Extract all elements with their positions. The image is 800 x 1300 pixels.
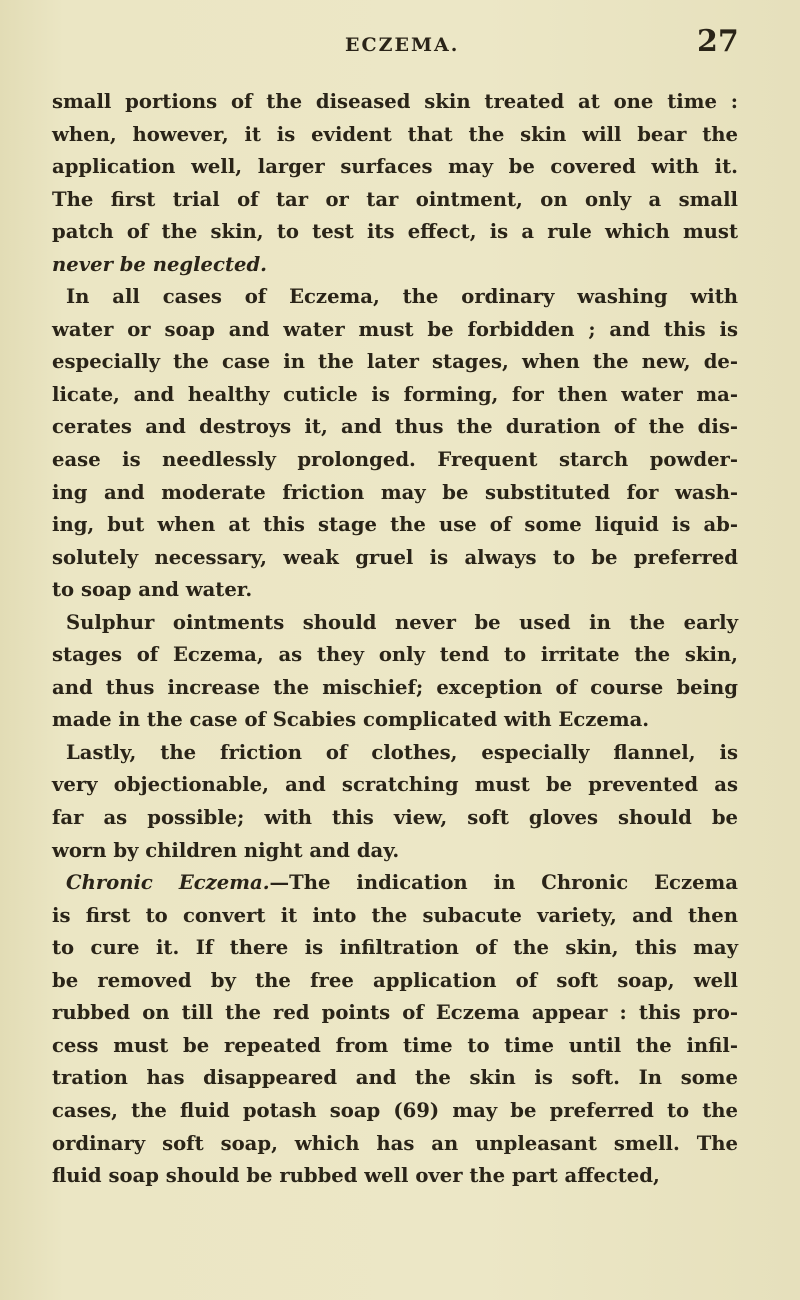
body-text bbox=[52, 86, 738, 1193]
text-line: especially the case in the later stages, when the new, de- bbox=[52, 350, 738, 374]
paragraph-start-line: Lastly, the friction of clothes, especially flannel, is bbox=[66, 740, 738, 764]
chronic-eczema-line bbox=[52, 867, 738, 900]
text-line: patch of the skin, to test its effect, is a rule which must bbox=[52, 220, 738, 244]
text-line: cerates and destroys it, and thus the duration of the dis- bbox=[52, 415, 738, 439]
text-line: to soap and water. bbox=[52, 578, 253, 602]
text-line: application well, larger surfaces may be covered with it. bbox=[52, 155, 738, 179]
text-line: and thus increase the mischief; exception of course being bbox=[52, 675, 738, 699]
text-line: ordinary soft soap, which has an unpleasant smell. The bbox=[52, 1131, 738, 1155]
text-line: cess must be repeated from time to time until the infil- bbox=[52, 1033, 738, 1057]
text-line: fluid soap should be rubbed well over the part affected, bbox=[52, 1164, 660, 1188]
text-line: be removed by the free application of soft soap, well bbox=[52, 968, 738, 992]
text-line: licate, and healthy cuticle is forming, for then water ma- bbox=[52, 382, 738, 406]
paragraph-start-line: In all cases of Eczema, the ordinary washing with bbox=[66, 285, 738, 309]
text-line: ease is needlessly prolonged. Frequent starch powder- bbox=[52, 448, 738, 472]
text-line: ing and moderate friction may be substituted for wash- bbox=[52, 480, 738, 504]
running-title: ECZEMA. bbox=[345, 34, 460, 56]
page-number: 27 bbox=[697, 24, 739, 59]
text-line: water or soap and water must be forbidden ; and this is bbox=[52, 317, 738, 341]
chronic-eczema-heading: Chronic Eczema. bbox=[66, 871, 270, 895]
text-line: ing, but when at this stage the use of some liquid is ab- bbox=[52, 513, 738, 537]
page-header bbox=[0, 22, 800, 72]
text-line: to cure it. If there is infiltration of the skin, this may bbox=[52, 936, 738, 960]
text-line: cases, the fluid potash soap (69) may be preferred to the bbox=[52, 1098, 738, 1122]
text-line: far as possible; with this view, soft gloves should be bbox=[52, 806, 738, 830]
text-line: stages of Eczema, as they only tend to irritate the skin, bbox=[52, 643, 738, 667]
text-line: worn by children night and day. bbox=[52, 838, 400, 862]
text-line: small portions of the diseased skin treated at one time : bbox=[52, 90, 738, 113]
text-line: tration has disappeared and the skin is soft. In some bbox=[52, 1066, 738, 1090]
text-line: made in the case of Scabies complicated with Eczema. bbox=[52, 708, 650, 732]
text-line: when, however, it is evident that the skin will bear the bbox=[52, 122, 738, 146]
italic-text-line: never be neglected. bbox=[52, 252, 267, 276]
chronic-eczema-rest: —The indication in Chronic Eczema bbox=[269, 871, 738, 895]
paragraph-start-line: Sulphur ointments should never be used in the early bbox=[66, 610, 738, 634]
text-line: is first to convert it into the subacute variety, and then bbox=[52, 903, 738, 927]
text-line: very objectionable, and scratching must be prevented as bbox=[52, 773, 738, 797]
text-line: solutely necessary, weak gruel is always to be preferred bbox=[52, 545, 738, 569]
text-line: The first trial of tar or tar ointment, on only a small bbox=[52, 187, 738, 211]
text-line: rubbed on till the red points of Eczema appear : this pro- bbox=[52, 1001, 738, 1025]
